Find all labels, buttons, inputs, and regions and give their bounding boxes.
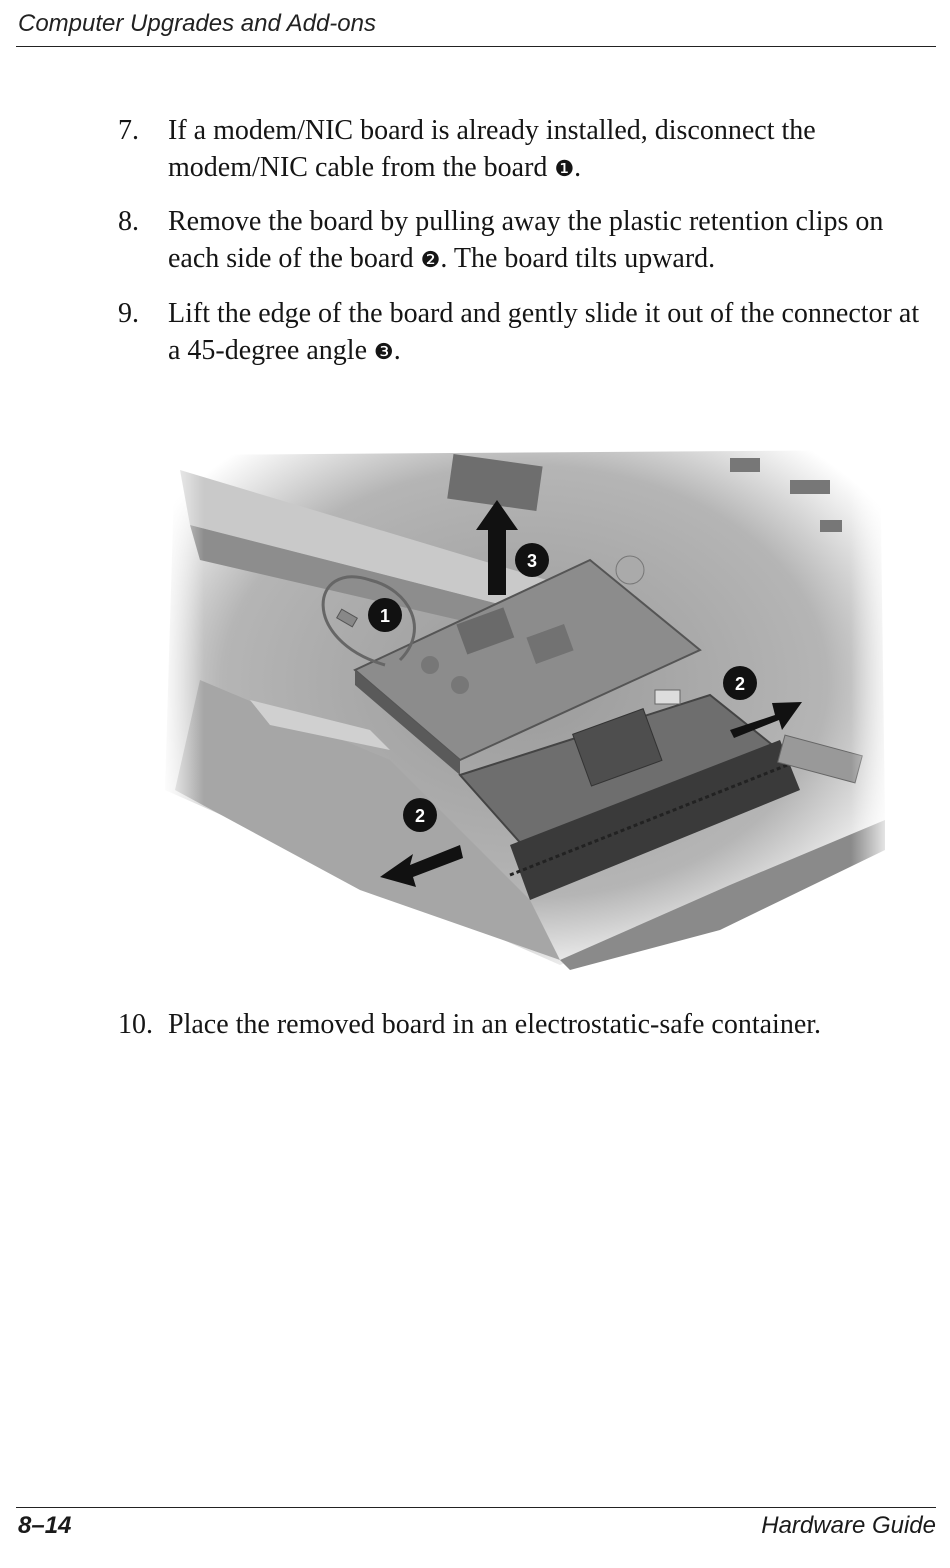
step-8 bbox=[118, 203, 933, 279]
modem-board-removal-illustration bbox=[160, 430, 895, 970]
step-text: If a modem/NIC board is already installed, disconnect the modem/NIC cable from the board ❶. bbox=[168, 115, 816, 183]
guide-title: Hardware Guide bbox=[761, 1512, 936, 1539]
step-number: 10. bbox=[118, 1009, 153, 1040]
step-text: Lift the edge of the board and gently slide it out of the connector at a 45-degree angle ❸. bbox=[168, 298, 920, 366]
running-header: Computer Upgrades and Add-ons bbox=[18, 10, 376, 37]
step-7 bbox=[118, 112, 933, 188]
callout-2-glyph: ❷ bbox=[420, 248, 441, 273]
step-10 bbox=[118, 1006, 933, 1043]
step-text: Place the removed board in an electrostatic-safe container. bbox=[168, 1009, 822, 1040]
header-rule bbox=[16, 46, 936, 47]
page-number: 8–14 bbox=[18, 1512, 72, 1539]
step-number: 8. bbox=[118, 206, 139, 237]
callout-1-glyph: ❶ bbox=[554, 157, 575, 182]
footer-rule bbox=[16, 1507, 936, 1508]
step-number: 9. bbox=[118, 298, 139, 329]
step-number: 7. bbox=[118, 115, 139, 146]
step-text: Remove the board by pulling away the plastic retention clips on each side of the board ❷. The board tilts upward. bbox=[168, 206, 884, 274]
step-9 bbox=[118, 295, 933, 371]
callout-3-glyph: ❸ bbox=[374, 340, 394, 365]
